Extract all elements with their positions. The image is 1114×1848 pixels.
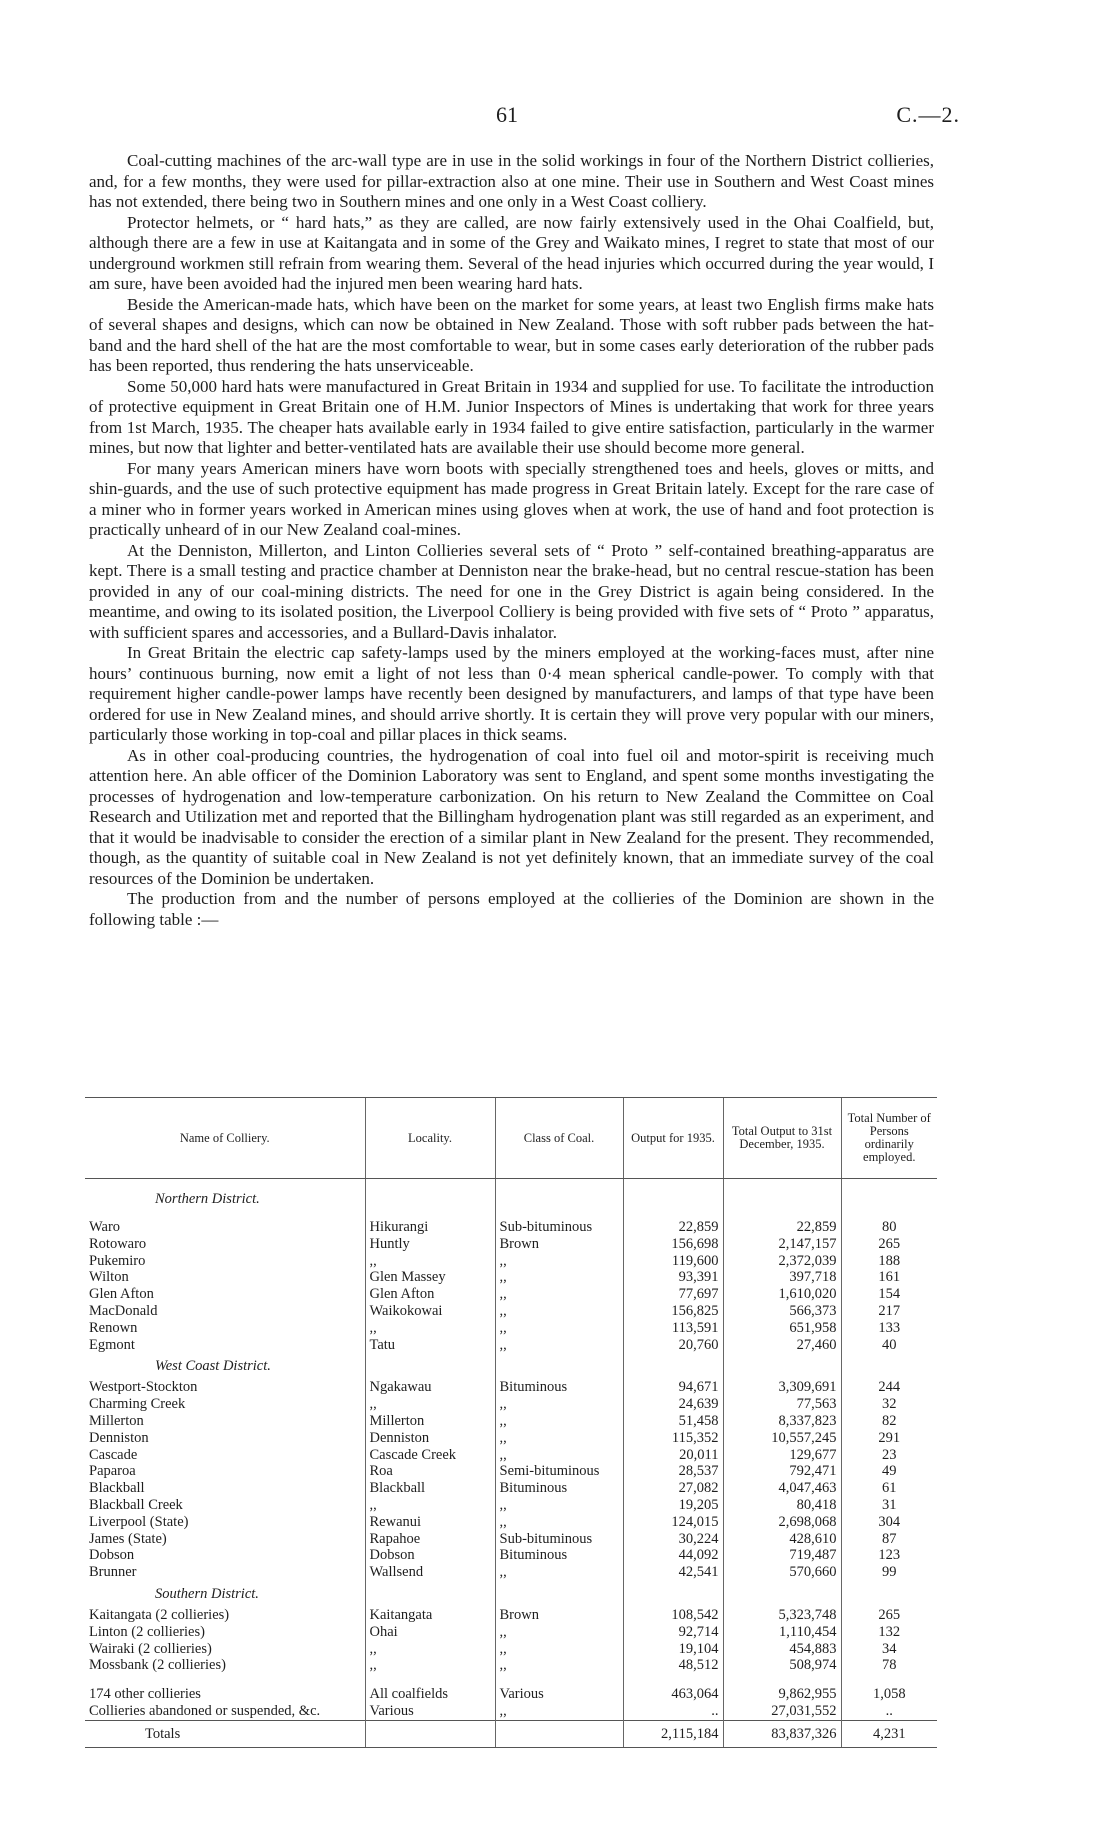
empty-cell: [723, 1674, 841, 1686]
empty-cell: [723, 1353, 841, 1379]
persons-employed-cell: 32: [841, 1396, 937, 1413]
table-row: [85, 1641, 937, 1658]
colliery-name-cell: Kaitangata (2 collieries): [89, 1606, 230, 1623]
coal-class-cell: ,,: [495, 1396, 623, 1413]
output-1935-cell: 124,015: [623, 1514, 723, 1531]
output-1935-cell: 156,825: [623, 1303, 723, 1320]
coal-class-cell: ,,: [495, 1497, 623, 1514]
locality-cell: Wallsend: [365, 1564, 495, 1581]
total-output-cell: 5,323,748: [723, 1607, 841, 1624]
district-heading: Southern District.: [155, 1585, 259, 1602]
colliery-name-cell: Waro: [89, 1219, 121, 1235]
coal-class-cell: ,,: [495, 1413, 623, 1430]
persons-employed-cell: 31: [841, 1497, 937, 1514]
total-output-cell: 508,974: [723, 1657, 841, 1674]
table-row: [85, 1413, 937, 1430]
coal-class-cell: ,,: [495, 1641, 623, 1658]
output-1935-cell: 463,064: [623, 1686, 723, 1703]
coal-class-cell: ,,: [495, 1269, 623, 1286]
output-1935-cell: 19,104: [623, 1641, 723, 1658]
persons-employed-cell: 49: [841, 1463, 937, 1480]
locality-cell: ,,: [365, 1253, 495, 1270]
persons-employed-cell: 304: [841, 1514, 937, 1531]
locality-cell: Various: [365, 1703, 495, 1720]
empty-cell: [623, 1581, 723, 1607]
paragraph: Some 50,000 hard hats were manufactured in Great Britain in 1934 and supplied for use. To facilitate the introduction of protective equipment in Great Britain one of H.M. Junior Inspectors of Mines is undertaking that work for three years from 1st March, 1935. The cheaper hats available early in 1934 failed to give entire satisfaction, particularly in the warmer mines, but now that lighter and better-ventilated hats are available their use should become more general.: [89, 376, 934, 457]
table-row: [85, 1219, 937, 1236]
table-row: [85, 1253, 937, 1270]
persons-employed-cell: 61: [841, 1480, 937, 1497]
table-row: [85, 1463, 937, 1480]
persons-employed-cell: 154: [841, 1286, 937, 1303]
total-output-cell: 80,418: [723, 1497, 841, 1514]
colliery-name-cell: Liverpool (State): [89, 1513, 189, 1530]
district-heading-row: [85, 1179, 937, 1220]
coal-class-cell: Sub-bituminous: [495, 1531, 623, 1548]
totals-persons: 4,231: [841, 1720, 937, 1747]
colliery-name-cell: Brunner: [89, 1564, 137, 1581]
locality-cell: Cascade Creek: [365, 1447, 495, 1464]
locality-cell: Blackball: [365, 1480, 495, 1497]
coal-class-cell: ,,: [495, 1447, 623, 1464]
output-1935-cell: 22,859: [623, 1219, 723, 1236]
locality-cell: Huntly: [365, 1236, 495, 1253]
output-1935-cell: 20,760: [623, 1337, 723, 1354]
total-output-cell: 1,110,454: [723, 1624, 841, 1641]
empty-cell: [365, 1720, 495, 1747]
colliery-production-table: [85, 1097, 937, 1748]
coal-class-cell: ,,: [495, 1337, 623, 1354]
colliery-name-cell: Charming Creek: [89, 1396, 186, 1413]
output-1935-cell: 48,512: [623, 1657, 723, 1674]
total-output-cell: 77,563: [723, 1396, 841, 1413]
document-code: C.—2.: [896, 102, 960, 127]
colliery-name-cell: Rotowaro: [89, 1235, 147, 1252]
coal-class-cell: Bituminous: [495, 1547, 623, 1564]
coal-class-cell: Sub-bituminous: [495, 1219, 623, 1236]
total-output-cell: 27,031,552: [723, 1703, 841, 1720]
persons-employed-cell: 87: [841, 1531, 937, 1548]
persons-employed-cell: 244: [841, 1379, 937, 1396]
colliery-name-cell: 174 other collieries: [89, 1686, 201, 1703]
empty-cell: [85, 1674, 365, 1686]
paragraph: In Great Britain the electric cap safety-lamps used by the miners employed at the working-faces must, after nine hours’ continuous burning, now emit a light of not less than 0·4 mean spherical candle-power. To comply with that requirement higher candle-power lamps have recently been designed by manufacturers, and lamps of that type have been ordered for use in New Zealand mines, and should arrive shortly. It is certain they will prove very popular with our miners, particularly those working in top-coal and pillar places in thick seams.: [89, 643, 934, 744]
coal-class-cell: Bituminous: [495, 1379, 623, 1396]
colliery-name-cell: Renown: [89, 1319, 138, 1336]
header-total-output: Total Output to 31st December, 1935.: [723, 1098, 841, 1179]
coal-class-cell: ,,: [495, 1430, 623, 1447]
persons-employed-cell: 23: [841, 1447, 937, 1464]
paragraph: At the Denniston, Millerton, and Linton Collieries several sets of “ Proto ” self-contained breathing-apparatus are kept. There is a small testing and practice chamber at Denniston near the brake-head, but no central rescue-station has been provided in any of our coal-mining districts. The need for one in the Grey District is again being considered. In the meantime, and owing to its isolated position, the Liverpool Colliery is being provided with five sets of “ Proto ” apparatus, with sufficient spares and accessories, and a Bullard-Davis inhalator.: [89, 540, 934, 642]
persons-employed-cell: 34: [841, 1641, 937, 1658]
persons-employed-cell: 133: [841, 1320, 937, 1337]
output-1935-cell: 42,541: [623, 1564, 723, 1581]
district-heading: Northern District.: [155, 1191, 260, 1207]
output-1935-cell: 92,714: [623, 1624, 723, 1641]
locality-cell: Waikokowai: [365, 1303, 495, 1320]
empty-cell: [841, 1674, 937, 1686]
locality-cell: ,,: [365, 1657, 495, 1674]
paragraph: Protector helmets, or “ hard hats,” as they are called, are now fairly extensively used in the Ohai Coalfield, but, although there are a few in use at Kaitangata and in some of the Grey and Waikato mines, I regret to state that most of our underground workmen still refrain from wearing them. Several of the head injuries which occurred during the year would, I am sure, have been avoided had the injured men been wearing hard hats.: [89, 212, 934, 293]
locality-cell: Kaitangata: [365, 1607, 495, 1624]
colliery-name-cell: Collieries abandoned or suspended, &c.: [89, 1702, 321, 1719]
table-row: [85, 1269, 937, 1286]
colliery-name-cell: Cascade: [89, 1446, 138, 1463]
header-persons: Total Number of Persons ordinarily employed.: [841, 1098, 937, 1179]
total-output-cell: 129,677: [723, 1447, 841, 1464]
coal-class-cell: Semi-bituminous: [495, 1463, 623, 1480]
totals-row: [85, 1720, 937, 1747]
locality-cell: Ngakawau: [365, 1379, 495, 1396]
locality-cell: Rapahoe: [365, 1531, 495, 1548]
locality-cell: Millerton: [365, 1413, 495, 1430]
total-output-cell: 397,718: [723, 1269, 841, 1286]
output-1935-cell: 156,698: [623, 1236, 723, 1253]
total-output-cell: 9,862,955: [723, 1686, 841, 1703]
colliery-name-cell: Linton (2 collieries): [89, 1623, 205, 1640]
colliery-name-cell: Mossbank (2 collieries): [89, 1657, 226, 1674]
output-1935-cell: 113,591: [623, 1320, 723, 1337]
colliery-name-cell: Pukemiro: [89, 1252, 146, 1269]
paragraph: Coal-cutting machines of the arc-wall type are in use in the solid workings in four of the Northern District collieries, and, for a few months, they were used for pillar-extraction also at one mine. Their use in Southern and West Coast mines has not extended, there being two in Southern mines and one only in a West Coast colliery.: [89, 151, 934, 211]
locality-cell: Tatu: [365, 1337, 495, 1354]
body-text: [89, 151, 934, 930]
empty-cell: [623, 1353, 723, 1379]
table-row: [85, 1320, 937, 1337]
table-row: [85, 1303, 937, 1320]
output-1935-cell: 77,697: [623, 1286, 723, 1303]
colliery-name-cell: Wairaki (2 collieries): [89, 1640, 212, 1657]
output-1935-cell: 28,537: [623, 1463, 723, 1480]
empty-cell: [841, 1581, 937, 1607]
colliery-name-cell: Paparoa: [89, 1463, 136, 1480]
output-1935-cell: 20,011: [623, 1447, 723, 1464]
output-1935-cell: 27,082: [623, 1480, 723, 1497]
total-output-cell: 719,487: [723, 1547, 841, 1564]
header-locality: Locality.: [365, 1098, 495, 1179]
table-row: [85, 1607, 937, 1624]
other-collieries-row: [85, 1703, 937, 1720]
total-output-cell: 2,698,068: [723, 1514, 841, 1531]
total-output-cell: 454,883: [723, 1641, 841, 1658]
empty-cell: [841, 1353, 937, 1379]
total-output-cell: 8,337,823: [723, 1413, 841, 1430]
table-row: [85, 1447, 937, 1464]
table-row: [85, 1396, 937, 1413]
locality-cell: Hikurangi: [365, 1219, 495, 1236]
persons-employed-cell: 82: [841, 1413, 937, 1430]
totals-output-1935: 2,115,184: [623, 1720, 723, 1747]
output-1935-cell: 30,224: [623, 1531, 723, 1548]
coal-class-cell: ,,: [495, 1624, 623, 1641]
table-row: [85, 1236, 937, 1253]
colliery-name-cell: Egmont: [89, 1336, 135, 1353]
colliery-name-cell: Glen Afton: [89, 1286, 154, 1303]
locality-cell: Dobson: [365, 1547, 495, 1564]
table-row: [85, 1531, 937, 1548]
locality-cell: Rewanui: [365, 1514, 495, 1531]
colliery-name-cell: Millerton: [89, 1412, 144, 1429]
coal-class-cell: ,,: [495, 1514, 623, 1531]
total-output-cell: 27,460: [723, 1337, 841, 1354]
locality-cell: ,,: [365, 1320, 495, 1337]
output-1935-cell: 51,458: [623, 1413, 723, 1430]
persons-employed-cell: 123: [841, 1547, 937, 1564]
persons-employed-cell: ..: [841, 1703, 937, 1720]
total-output-cell: 4,047,463: [723, 1480, 841, 1497]
persons-employed-cell: 1,058: [841, 1686, 937, 1703]
coal-class-cell: ,,: [495, 1253, 623, 1270]
colliery-name-cell: MacDonald: [89, 1302, 158, 1319]
locality-cell: Ohai: [365, 1624, 495, 1641]
output-1935-cell: 94,671: [623, 1379, 723, 1396]
locality-cell: Denniston: [365, 1430, 495, 1447]
persons-employed-cell: 132: [841, 1624, 937, 1641]
empty-cell: [365, 1353, 495, 1379]
output-1935-cell: 44,092: [623, 1547, 723, 1564]
header-output: Output for 1935.: [623, 1098, 723, 1179]
table-row: [85, 1657, 937, 1674]
colliery-name-cell: James (State): [89, 1530, 167, 1547]
table-row: [85, 1480, 937, 1497]
persons-employed-cell: 188: [841, 1253, 937, 1270]
other-collieries-row: [85, 1686, 937, 1703]
header-class: Class of Coal.: [495, 1098, 623, 1179]
paragraph: Beside the American-made hats, which have been on the market for some years, at least two English firms make hats of several shapes and designs, which can now be obtained in New Zealand. Those with soft rubber pads between the hat-band and the hard shell of the hat are the most comfortable to wear, but in some cases early deterioration of the rubber pads has been reported, thus rendering the hats unserviceable.: [89, 294, 934, 375]
table-row: [85, 1564, 937, 1581]
total-output-cell: 570,660: [723, 1564, 841, 1581]
empty-cell: [365, 1581, 495, 1607]
coal-class-cell: Bituminous: [495, 1480, 623, 1497]
persons-employed-cell: 161: [841, 1269, 937, 1286]
empty-cell: [365, 1179, 495, 1220]
empty-cell: [495, 1353, 623, 1379]
persons-employed-cell: 80: [841, 1219, 937, 1236]
persons-employed-cell: 78: [841, 1657, 937, 1674]
district-heading-row: [85, 1581, 937, 1607]
locality-cell: All coalfields: [365, 1686, 495, 1703]
locality-cell: Roa: [365, 1463, 495, 1480]
total-output-cell: 2,372,039: [723, 1253, 841, 1270]
coal-class-cell: ,,: [495, 1303, 623, 1320]
colliery-name-cell: Wilton: [89, 1269, 129, 1286]
totals-label: Totals: [85, 1720, 365, 1747]
output-1935-cell: 115,352: [623, 1430, 723, 1447]
coal-class-cell: ,,: [495, 1320, 623, 1337]
total-output-cell: 10,557,245: [723, 1430, 841, 1447]
coal-class-cell: Brown: [495, 1236, 623, 1253]
empty-cell: [495, 1581, 623, 1607]
colliery-name-cell: Denniston: [89, 1429, 149, 1446]
coal-class-cell: ,,: [495, 1286, 623, 1303]
persons-employed-cell: 291: [841, 1430, 937, 1447]
table-row: [85, 1337, 937, 1354]
table-row: [85, 1624, 937, 1641]
persons-employed-cell: 265: [841, 1236, 937, 1253]
locality-cell: ,,: [365, 1497, 495, 1514]
output-1935-cell: 24,639: [623, 1396, 723, 1413]
empty-cell: [723, 1581, 841, 1607]
header-name: Name of Colliery.: [85, 1098, 365, 1179]
district-heading-row: [85, 1353, 937, 1379]
totals-total-output: 83,837,326: [723, 1720, 841, 1747]
table-row: [85, 1514, 937, 1531]
page-number: 61: [496, 102, 518, 127]
empty-cell: [495, 1720, 623, 1747]
persons-employed-cell: 265: [841, 1607, 937, 1624]
coal-class-cell: ,,: [495, 1564, 623, 1581]
persons-employed-cell: 40: [841, 1337, 937, 1354]
persons-employed-cell: 217: [841, 1303, 937, 1320]
colliery-name-cell: Blackball Creek: [89, 1496, 183, 1513]
total-output-cell: 651,958: [723, 1320, 841, 1337]
table-row: [85, 1430, 937, 1447]
locality-cell: ,,: [365, 1641, 495, 1658]
colliery-name-cell: Westport-Stockton: [89, 1379, 198, 1396]
persons-employed-cell: 99: [841, 1564, 937, 1581]
output-1935-cell: ..: [623, 1703, 723, 1720]
total-output-cell: 792,471: [723, 1463, 841, 1480]
locality-cell: Glen Afton: [365, 1286, 495, 1303]
total-output-cell: 566,373: [723, 1303, 841, 1320]
table-body: [85, 1179, 937, 1748]
output-1935-cell: 119,600: [623, 1253, 723, 1270]
output-1935-cell: 19,205: [623, 1497, 723, 1514]
table-row: [85, 1286, 937, 1303]
table-row: [85, 1547, 937, 1564]
locality-cell: ,,: [365, 1396, 495, 1413]
total-output-cell: 3,309,691: [723, 1379, 841, 1396]
district-heading: West Coast District.: [155, 1358, 271, 1375]
total-output-cell: 22,859: [723, 1219, 841, 1236]
colliery-name-cell: Dobson: [89, 1547, 135, 1564]
total-output-cell: 1,610,020: [723, 1286, 841, 1303]
output-1935-cell: 108,542: [623, 1607, 723, 1624]
empty-cell: [841, 1179, 937, 1220]
table-row: [85, 1379, 937, 1396]
coal-class-cell: ,,: [495, 1657, 623, 1674]
empty-cell: [723, 1179, 841, 1220]
total-output-cell: 2,147,157: [723, 1236, 841, 1253]
total-output-cell: 428,610: [723, 1531, 841, 1548]
colliery-name-cell: Blackball: [89, 1480, 145, 1497]
empty-cell: [623, 1674, 723, 1686]
empty-cell: [365, 1674, 495, 1686]
paragraph: For many years American miners have worn boots with specially strengthened toes and heels, gloves or mitts, and shin-guards, and the use of such protective equipment has made progress in Great Britain lately. Except for the rare case of a miner who in former years worked in American mines using gloves when at work, the use of hand and foot protection is practically unheard of in our New Zealand coal-mines.: [89, 458, 934, 539]
paragraph: The production from and the number of persons employed at the collieries of the Dominion are shown in the following table :—: [89, 889, 934, 929]
spacer-row: [85, 1674, 937, 1686]
coal-class-cell: Various: [495, 1686, 623, 1703]
paragraph: As in other coal-producing countries, the hydrogenation of coal into fuel oil and motor-spirit is receiving much attention here. An able officer of the Dominion Laboratory was sent to England, and spent some months investigating the processes of hydrogenation and low-temperature carbonization. On his return to New Zealand the Committee on Coal Research and Utilization met and reported that the Billingham hydrogenation plant was still regarded as an experiment, and that it would be inadvisable to consider the erection of a similar plant in New Zealand for the present. They recommended, though, as the quantity of suitable coal in New Zealand is not yet definitely known, that an immediate survey of the coal resources of the Dominion be undertaken.: [89, 745, 934, 888]
coal-class-cell: Brown: [495, 1607, 623, 1624]
output-1935-cell: 93,391: [623, 1269, 723, 1286]
empty-cell: [495, 1179, 623, 1220]
coal-class-cell: ,,: [495, 1703, 623, 1720]
page-header: [0, 102, 1114, 132]
empty-cell: [495, 1674, 623, 1686]
table-header-row: [85, 1098, 937, 1179]
empty-cell: [623, 1179, 723, 1220]
locality-cell: Glen Massey: [365, 1269, 495, 1286]
table-row: [85, 1497, 937, 1514]
